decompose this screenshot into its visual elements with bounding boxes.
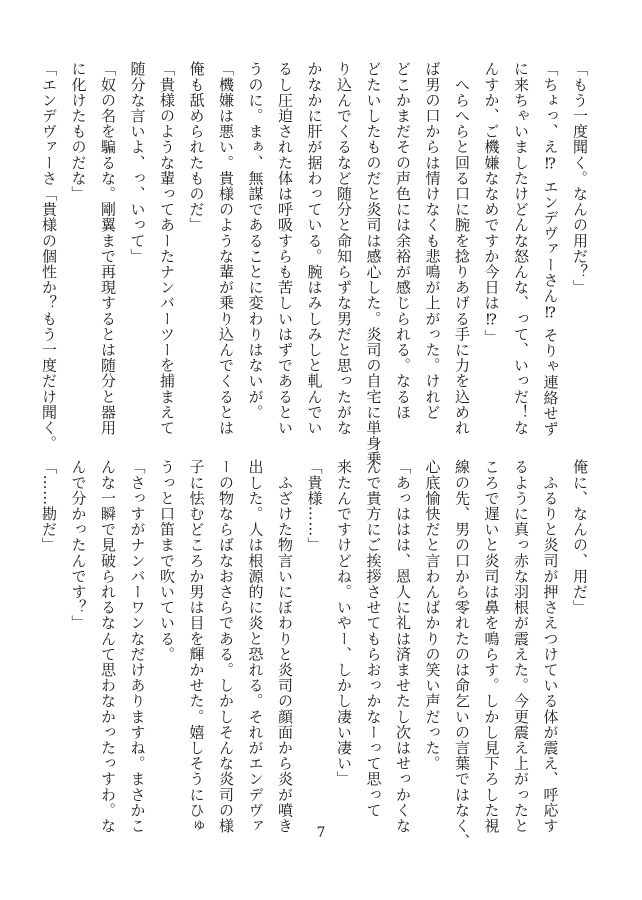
text-line: 「機嫌は悪い。貴様のような輩が乗り込んでくるとは: [217, 61, 235, 436]
text-line: るように真っ赤な羽根が震えた。今更震え上がったと: [512, 459, 530, 834]
text-line: に来ちゃいましたけどんな怒んな、って、いっだ！な: [512, 61, 530, 436]
text-line: 線の先、男の口から零れたのは命乞いの言葉ではなく、: [453, 459, 471, 849]
text-line: るし圧迫された体は呼吸すらも苦しいはずであるとい: [276, 61, 294, 436]
text-line: 「さっすがナンバーワンなだけありますね。まさかこ: [128, 459, 147, 834]
text-line: んすか、ご機嫌ななめですか今日は⁉︎」: [482, 61, 501, 345]
text-line: 俺も舐められたものだ」: [187, 61, 206, 233]
text-line: 来たんですけどね。いやー、しかし凄い凄い」: [335, 459, 353, 787]
text-line: ふざけた物言いにぼわりと炎司の顔面から炎が噴き: [276, 459, 294, 834]
text-line: ば男の口からは情けなくも悲鳴が上がった。けれど: [423, 61, 442, 420]
text-line: んな一瞬で見破られるなんて思わなかったっすわ。な: [99, 459, 117, 834]
text-line: うっと口笛まで吹いている。: [158, 459, 176, 662]
text-line: 「奴の名を騙るな。剛翼まで再現するとは随分と器用: [99, 61, 117, 436]
text-line: ふるりと炎司が押さえつけている体が震え、呼応す: [541, 459, 560, 834]
text-line: どたいしたものだと炎司は感心した。炎司の自宅に単身乗: [364, 61, 383, 467]
text-line: んで貴方にご挨拶させてもらおっかなーって思って: [364, 459, 383, 818]
text-line: 子に怯むどころか男は目を輝かせた。嬉しそうにひゅ: [187, 459, 206, 834]
text-line: 出した。人は根源的に炎と恐れる。それがエンデヴァ: [246, 459, 265, 834]
page-number: 7: [316, 825, 326, 841]
text-line: 「貴様……」: [305, 459, 324, 553]
text-line: 俺に、なんの、用だ」: [571, 459, 589, 615]
text-block-upper: [34, 61, 595, 467]
text-line: ころで遅いと炎司は鼻を鳴らす。しかし見下ろした視: [482, 459, 501, 834]
text-line: ーの物ならばなおさらである。しかしそんな炎司の様: [217, 459, 235, 834]
text-line: 随分な言いよ、っ、いって」: [128, 61, 147, 264]
text-line: 「エンデヴァーさ「貴様の個性か？もう一度だけ聞く。: [40, 61, 58, 451]
text-line: どこかまだその声色には余裕が感じられる。なるほ: [394, 61, 412, 420]
text-line: 「ちょっ、え⁉︎ エンデヴァーさん⁉︎ そりゃ連絡せず: [541, 61, 560, 437]
text-line: かなかに肝が据わっている。腕はみしみしと軋んでい: [305, 61, 324, 436]
text-line: 「……勘だ」: [40, 459, 58, 553]
text-line: うのに。まぁ、無謀であることに変わりはないが。: [246, 61, 265, 420]
text-line: 「あっははは、恩人に礼は済ませたし次はせっかくな: [394, 459, 412, 834]
text-line: へらへらと回る口に腕を捻りあげる手に力を込めれ: [453, 61, 471, 436]
text-line: 「貴様のような輩ってあーたナンバーツーを捕まえて: [158, 61, 176, 436]
text-line: んで分かったんです？」: [69, 459, 88, 631]
text-line: 「もう一度聞く。なんの用だ？」: [571, 61, 589, 295]
text-line: り込んでくるなど随分と命知らずな男だと思ったがな: [335, 61, 353, 436]
text-line: に化けたものだな」: [69, 61, 88, 202]
text-block-lower: [34, 459, 595, 849]
text-line: 心底愉快だと言わんばかりの笑い声だった。: [423, 459, 442, 771]
